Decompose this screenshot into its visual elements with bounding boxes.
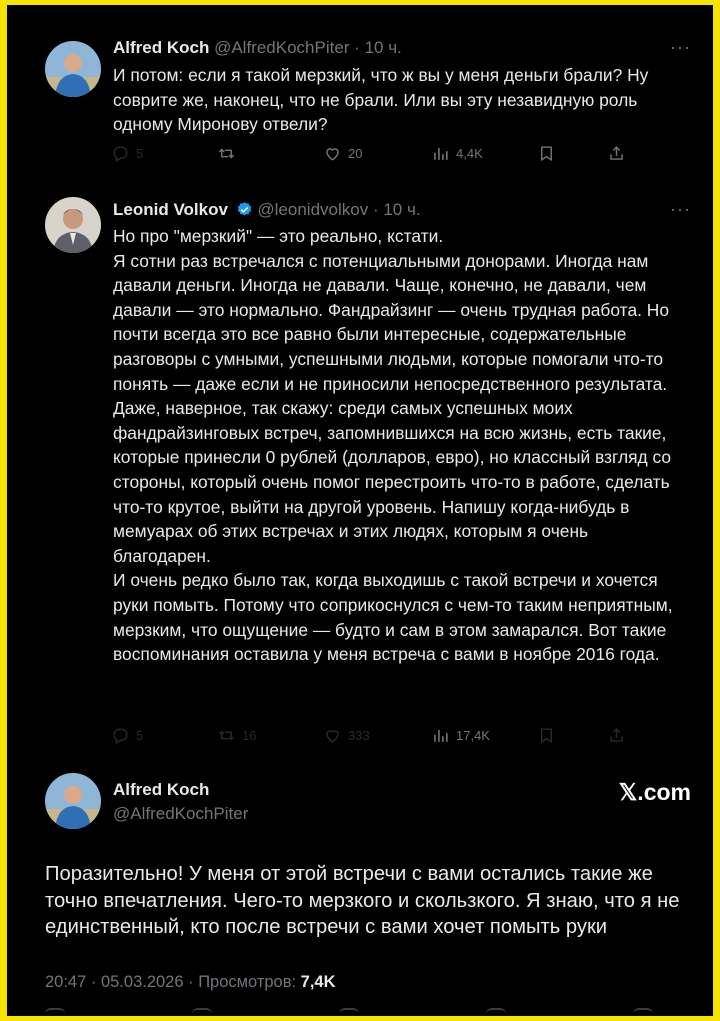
- repost-icon: [217, 144, 236, 163]
- tweet-paragraph: Я сотни раз встречался с потенциальными донорами. Иногда нам давали деньги. Иногда не давали. Чаще, конечно, не давали, чем давали — это нормально. Фандрайзинг — очень трудная работа. Но почти всегда это все равно были интересные, содержательные разговоры с умными, успешными людьми, которые помогали что-то понять — даже если и не приносили непосредственного результата.: [113, 250, 670, 394]
- tweet-paragraph: Даже, наверное, так скажу: среди самых успешных моих фандрайзинговых встреч, запомнившихся на всю жизнь, есть такие, которые принесли 0 рублей (долларов, евро), но классный взгляд со стороны, который очень помог перестроить что-то в работе, сделать что-то крутое, выйти на другой уровень. Напишу когда-нибудь в мемуарах об этих встречах и этих людях, которым я очень благодарен.: [113, 398, 672, 566]
- author-handle[interactable]: @AlfredKochPiter: [214, 38, 350, 57]
- tweet-text: [113, 224, 689, 667]
- like-icon: [323, 144, 342, 163]
- views-button[interactable]: [431, 144, 537, 163]
- bookmark-icon: [537, 144, 556, 163]
- reply-tweet-volkov[interactable]: [7, 180, 713, 750]
- like-count: 20: [348, 145, 363, 161]
- repost-icon[interactable]: [192, 1008, 212, 1016]
- bookmark-icon: [537, 726, 556, 745]
- main-author-name[interactable]: [113, 780, 209, 800]
- reply-count: 5: [136, 145, 144, 161]
- tweet-text: [113, 63, 689, 137]
- tweet-meta: [45, 973, 336, 992]
- views-total: 7,4K: [300, 973, 336, 991]
- author-name[interactable]: Leonid Volkov: [113, 200, 228, 219]
- more-icon[interactable]: ···: [670, 37, 691, 57]
- main-tweet-text: Поразительно! У меня от этой встречи с вами остались такие же точно впечатления. Чего-то мерзкого и скользкого. Я знаю, что я не единственный, кто после встречи с вами хочет помыть руки: [45, 863, 680, 938]
- tweet-paragraph: И очень редко было так, когда выходишь с такой встречи и хочется руки помыть. Потому что соприкоснулся с чем-то таким неприятным, мерзким, что ощущение — будто и сам в этом замарался. Вот такие воспоминания оставила у меня встреча с вами в ноябре 2016 года.: [113, 570, 673, 665]
- cut-off-action-row: [45, 1008, 653, 1016]
- share-icon[interactable]: [633, 1008, 653, 1016]
- share-icon: [607, 726, 626, 745]
- tweet-timestamp[interactable]: 20:47 · 05.03.2026 · Просмотров:: [45, 973, 301, 991]
- x-logo: 𝕏.com: [618, 779, 691, 805]
- views-count: 17,4K: [456, 727, 490, 743]
- tweet-actions: [111, 142, 643, 164]
- author-handle[interactable]: @AlfredKochPiter: [113, 804, 249, 823]
- repost-button[interactable]: [217, 144, 323, 163]
- tweet-header: [113, 200, 421, 220]
- bookmark-button[interactable]: [537, 726, 607, 745]
- reply-icon[interactable]: [45, 1008, 65, 1016]
- like-button[interactable]: [323, 144, 431, 163]
- repost-button[interactable]: [217, 726, 323, 745]
- tweet-paragraph: Но про "мерзкий" — это реально, кстати.: [113, 226, 444, 246]
- reply-button[interactable]: [111, 726, 217, 745]
- views-button[interactable]: [431, 726, 537, 745]
- tweet-header: [113, 38, 402, 58]
- author-name[interactable]: Alfred Koch: [113, 780, 210, 799]
- like-count: 333: [348, 727, 370, 743]
- verified-badge-icon: [236, 201, 253, 218]
- avatar[interactable]: [45, 197, 101, 253]
- more-icon[interactable]: ···: [670, 199, 691, 219]
- reply-count: 5: [136, 727, 144, 743]
- share-button[interactable]: [607, 726, 626, 745]
- repost-count: 16: [242, 727, 257, 743]
- repost-icon: [217, 726, 236, 745]
- tweet-actions: [111, 724, 643, 746]
- share-icon: [607, 144, 626, 163]
- author-handle[interactable]: @leonidvolkov: [257, 200, 369, 219]
- avatar[interactable]: [45, 41, 101, 97]
- reply-icon: [111, 144, 130, 163]
- like-icon[interactable]: [339, 1008, 359, 1016]
- bookmark-icon[interactable]: [486, 1008, 506, 1016]
- views-icon: [431, 726, 450, 745]
- author-name[interactable]: Alfred Koch: [113, 38, 210, 57]
- avatar[interactable]: [45, 773, 101, 829]
- like-button[interactable]: [323, 726, 431, 745]
- share-button[interactable]: [607, 144, 626, 163]
- views-count: 4,4K: [456, 145, 483, 161]
- tweet-time[interactable]: · 10 ч.: [354, 38, 402, 57]
- reply-tweet-koch[interactable]: [7, 5, 713, 180]
- reply-button[interactable]: [111, 144, 217, 163]
- tweet-time[interactable]: · 10 ч.: [372, 200, 421, 219]
- bookmark-button[interactable]: [537, 144, 607, 163]
- reply-icon: [111, 726, 130, 745]
- views-icon: [431, 144, 450, 163]
- main-author-handle[interactable]: [113, 804, 248, 824]
- screenshot-frame: [7, 5, 713, 1016]
- tweet-paragraph: И потом: если я такой мерзкий, что ж вы у меня деньги брали? Ну соврите же, наконец, что не брали. Или вы эту незавидную роль одному Миронову отвели?: [113, 65, 649, 135]
- like-icon: [323, 726, 342, 745]
